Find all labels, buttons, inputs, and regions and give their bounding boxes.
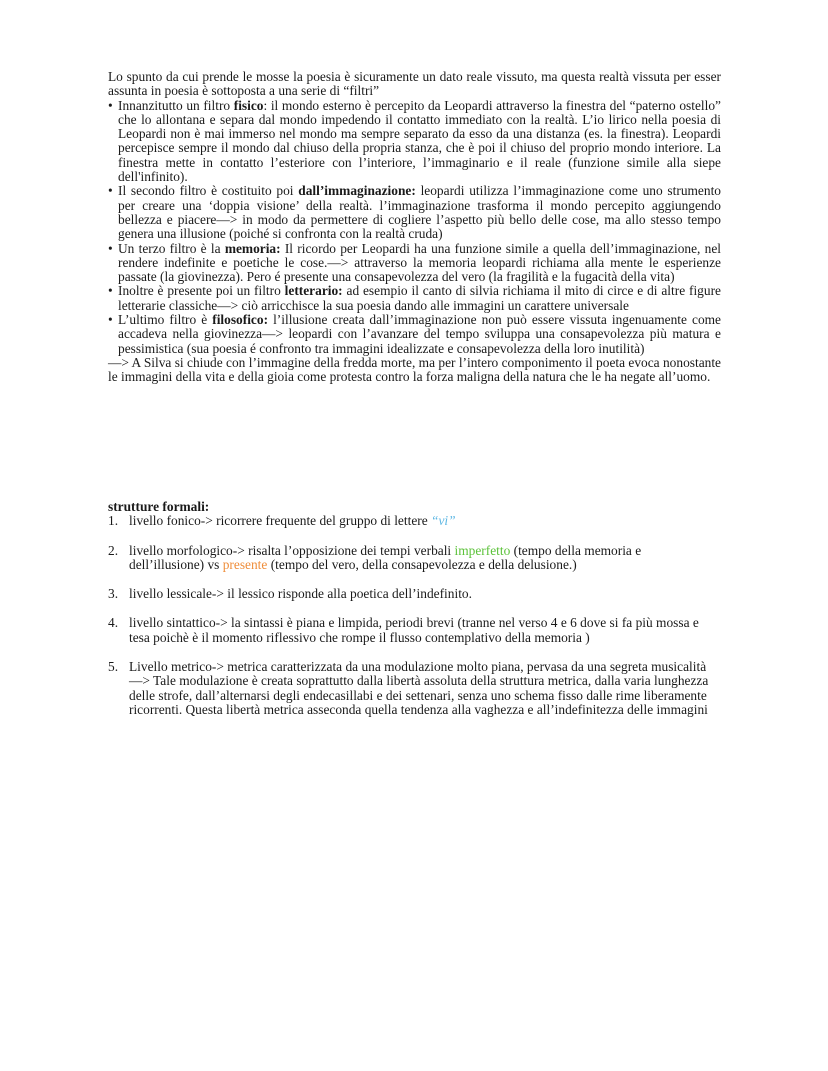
list-item bbox=[108, 544, 719, 573]
text: ad esempio il canto di silvia richiama il mito di circe e di altre figure letterarie classiche—> ciò arricchisce la sua poesia dando alle immagini un carattere universale bbox=[118, 283, 721, 313]
text: Il secondo filtro è costituito poi bbox=[118, 183, 299, 199]
list-item bbox=[108, 514, 719, 528]
list-item bbox=[108, 184, 721, 241]
text: (tempo della memoria e dell’illusione) vs bbox=[129, 542, 642, 572]
text: Innanzitutto un filtro bbox=[118, 97, 234, 113]
item-number: 1. bbox=[108, 513, 119, 529]
bold-term: dall’immaginazione: bbox=[298, 183, 416, 199]
item-number: 3. bbox=[108, 586, 119, 602]
text: Il ricordo per Leopardi ha una funzione simile a quella dell’immaginazione, nel rendere indefinite e poetiche le cose.—> attraverso la memoria leopardi richiama alla mente le esperienze passate (la giovinezza). Pero é presente una consapevolezza del vero (la fragilità e la fugacità della vita) bbox=[118, 240, 721, 285]
text: livello morfologico-> risalta l’opposizione dei tempi verbali bbox=[129, 542, 455, 558]
item-number: 5. bbox=[108, 659, 119, 675]
text: (tempo del vero, della consapevolezza e della delusione.) bbox=[267, 556, 577, 572]
item-number: 4. bbox=[108, 615, 119, 631]
list-item bbox=[108, 242, 721, 285]
list-item bbox=[108, 616, 719, 645]
text: livello lessicale-> il lessico risponde alla poetica dell’indefinito. bbox=[129, 586, 472, 602]
formal-structures-section bbox=[108, 500, 728, 732]
item-number: 2. bbox=[108, 542, 119, 558]
text: L’ultimo filtro è bbox=[118, 312, 213, 328]
list-item bbox=[108, 660, 719, 717]
text: Un terzo filtro è la bbox=[118, 240, 225, 256]
intro-paragraph: Lo spunto da cui prende le mosse la poesia è sicuramente un dato reale vissuto, ma questa realtà vissuta per esser assunta in poesia è sottoposta a una serie di “filtri” bbox=[108, 69, 721, 99]
text: leopardi utilizza l’immaginazione come uno strumento per creare una ‘doppia visione’ della realtà. l’immaginazione trasforma il mondo percepito aggiungendo bellezza e piacere—> in modo da permettere di cogliere l’aspetto più bello delle cose, ma allo stesso tempo genera una illusione (poiché si confronta con la realtà cruda) bbox=[118, 183, 721, 242]
filters-list bbox=[108, 99, 721, 356]
list-item bbox=[108, 284, 721, 313]
text: livello fonico-> ricorrere frequente del gruppo di lettere bbox=[129, 513, 432, 529]
bold-term: filosofico: bbox=[212, 312, 269, 328]
levels-list bbox=[108, 514, 728, 717]
list-item bbox=[108, 587, 719, 601]
section-heading: strutture formali: bbox=[108, 499, 210, 514]
bold-term: fisico bbox=[233, 97, 264, 113]
highlight-vi: “vi” bbox=[431, 513, 456, 529]
highlight-imperfetto: imperfetto bbox=[454, 542, 511, 558]
list-item bbox=[108, 99, 721, 185]
bold-term: letterario: bbox=[284, 283, 343, 299]
highlight-presente: presente bbox=[222, 556, 268, 572]
filters-section bbox=[108, 70, 721, 385]
text: livello sintattico-> la sintassi è piana e limpida, periodi brevi (tranne nel verso 4 e 6 dove si fa più mossa e tesa poichè è il momento riflessivo che rompe il flusso contemplativo della memoria ) bbox=[129, 615, 699, 645]
text: Inoltre è presente poi un filtro bbox=[118, 283, 285, 299]
conclusion-paragraph: —> A Silva si chiude con l’immagine della fredda morte, ma per l’intero componimento il poeta evoca nonostante le immagini della vita e della gioia come protesta contro la forza maligna della natura che le ha negate all’uomo. bbox=[108, 354, 721, 385]
list-item bbox=[108, 313, 721, 356]
text: : il mondo esterno è percepito da Leopardi attraverso la finestra del “paterno ostello” che lo allontana e separa dal mondo impedendo il contatto immediato con la realtà. L’io lirico nella poesia di Leopardi non è mai immerso nel mondo ma sempre separato da esso da una distanza (es. la finestra). Leopardi percepisce sempre il mondo dal chiuso della propria stanza, che è poi il chiuso del proprio mondo interiore. La finestra mette in contatto l’esteriore con l’interiore, l’immaginario e il reale (funzione simile alla siepe dell'infinito). bbox=[118, 97, 721, 185]
bold-term: memoria: bbox=[224, 240, 281, 256]
text: Livello metrico-> metrica caratterizzata da una modulazione molto piana, pervasa da una segreta musicalità—> Tale modulazione è creata soprattutto dalla libertà assoluta della struttura metrica, dalla varia lunghezza delle strofe, dall’alternarsi degli endecasillabi e dei settenari, senza uno schema fisso dalle rime liberamente ricorrenti. Questa libertà metrica asseconda quella tendenza alla vaghezza e all’indefinitezza delle immagini bbox=[129, 659, 709, 717]
text: l’illusione creata dall’immaginazione non può essere vissuta ingenuamente come accadeva nella giovinezza—> leopardi con l’avanzare del tempo sviluppa una consapevolezza più matura e pessimistica (sua poesia é confronto tra immagini idealizzate e consapevolezza della loro inutilità) bbox=[118, 312, 722, 356]
